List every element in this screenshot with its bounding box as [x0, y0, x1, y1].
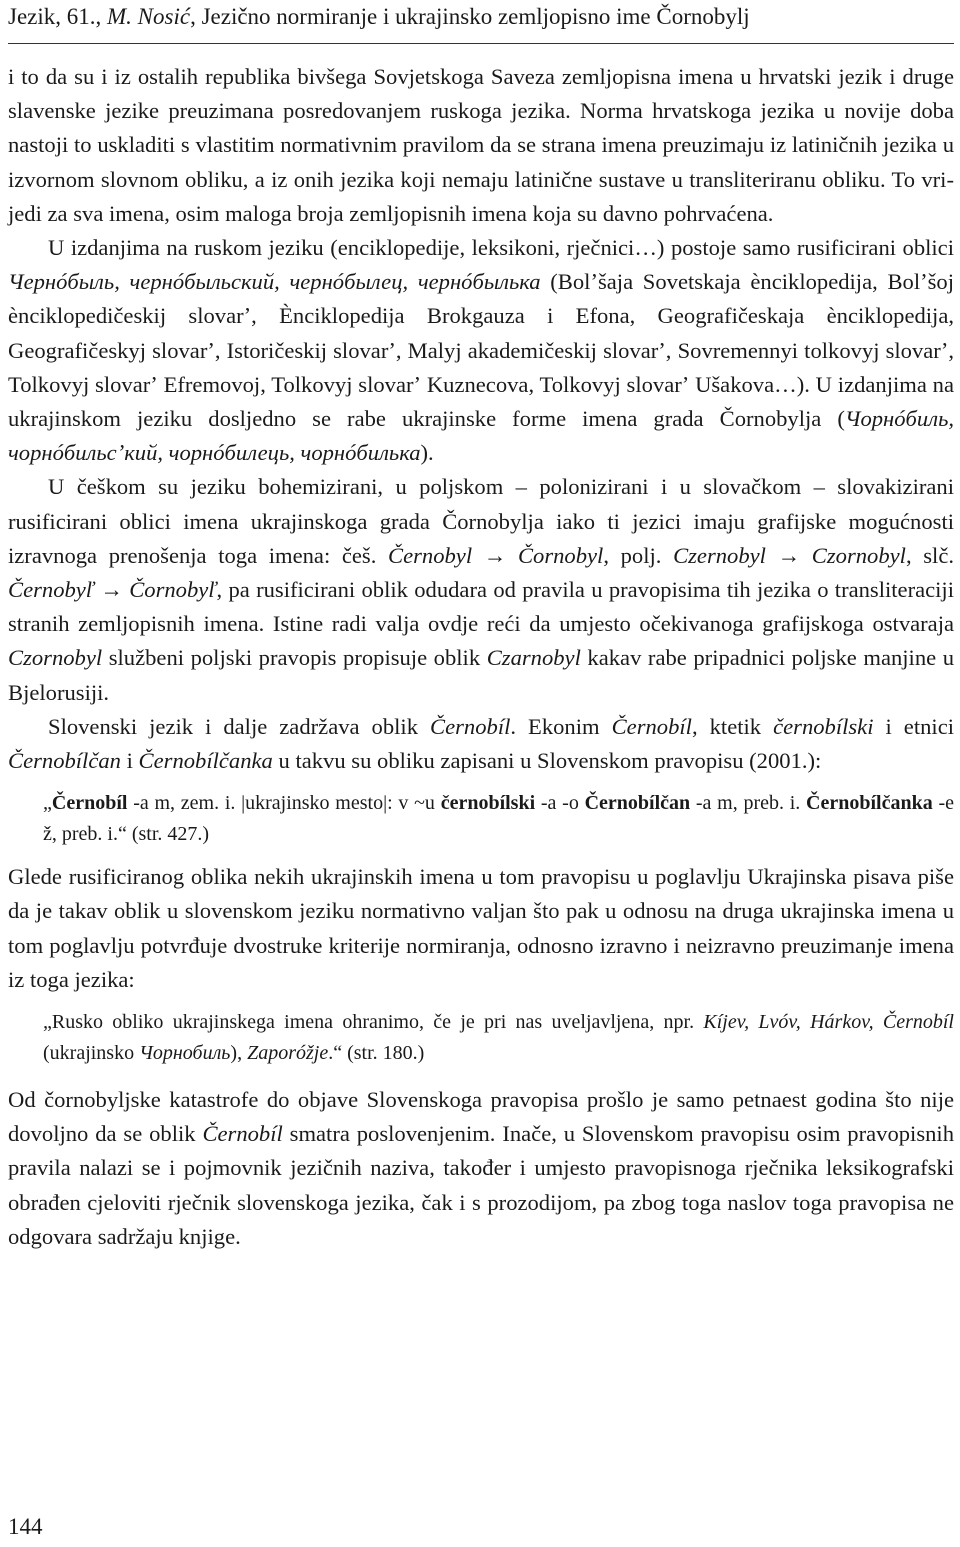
text-run: -a m, preb. i. [690, 792, 807, 815]
italic-run: Černobílčanka [138, 748, 273, 774]
text-run: (ukrajinsko [43, 1042, 140, 1065]
italic-run: Czornobyl [8, 645, 103, 671]
italic-run: černobílski [773, 713, 874, 739]
page-number: 144 [8, 1514, 43, 1539]
text-run: u takvu su obliku zapisani u Slovenskom pravopisu (2001.): [272, 748, 822, 774]
block-quote-1 [43, 788, 954, 850]
text-run: . Ekonim [510, 713, 612, 739]
text-run: , polj. [603, 542, 674, 568]
header-divider [8, 43, 954, 44]
italic-run: Černobíl [611, 713, 692, 739]
italic-run: Чорнобиль [139, 1042, 231, 1065]
running-header [8, 4, 750, 30]
text-run: , ktetik [691, 713, 774, 739]
italic-run: Černobíl [430, 713, 511, 739]
italic-run: Zaporóžje [247, 1042, 329, 1065]
text-run: -a -o [535, 792, 585, 815]
paragraph-5 [8, 860, 954, 997]
text-run: ). [420, 440, 434, 466]
header-prefix: Jezik, 61., [8, 4, 108, 29]
text-run: -a m, zem. i. |ukrajinsko mesto|: v ~u [127, 792, 441, 815]
italic-run: Černobyl → Čornobyl [388, 542, 604, 568]
text-run: , pa rusificirani oblik odudara od pravila u pravopisima tih jezika o transliteraciji stranih zemljopisnih imena. Istine radi valja ovdje reći da umjesto očekivanoga grafijskoga ostvaraja [8, 577, 954, 637]
text-run: „ [43, 792, 52, 815]
paragraph-1-text: i to da su i iz ostalih republika bivšega Sovjetskoga Saveza zemljopisna imena u hrvatski jezik i druge slavenske jezike preuzimana posredovanjem ruskoga jezika. Norma hrvatskoga jezika u novije doba nastoji to uskladiti s vlastitim normativnim pravilom da se strana imena preuzimaju iz latiničnih jezika u izvornom slovnom obliku, a iz onih jezika koji nemaju latinične sustave u transliteriranu obliku. To vrijedi za sva imena, osim maloga broja zemljopisnih imena koja su davno pohrvaćena. [8, 64, 954, 226]
bold-run: černobílski [440, 792, 536, 815]
paragraph-4 [8, 710, 954, 778]
italic-run: Černobíl [202, 1121, 283, 1147]
bold-run: Černobílčan [584, 792, 691, 815]
text-run: .“ (str. 180.) [328, 1042, 425, 1065]
bold-run: Černobílčanka [806, 792, 933, 815]
text-run: U izdanjima na ruskom jeziku (enciklopedije, leksikoni, rječnici…) postoje samo rusificirani oblici [48, 235, 954, 261]
italic-run: Чернóбыль, чернóбыльский, чернóбылец, чернóбылька [8, 269, 541, 295]
block-quote-2 [43, 1007, 954, 1069]
header-title: , Jezično normiranje i ukrajinsko zemljopisno ime Čornobylj [190, 4, 750, 29]
text-run: i etnici [873, 713, 954, 739]
italic-run: Černobyľ → Čornobyľ [8, 577, 217, 603]
text-run: smatra poslovenjenim. Inače, u Slovenskom pravopisu osim pravopisnih pravila nalazi se i pojmovnik jezičnih naziva, također i umjesto pravopisnoga rječnika leksikografski obrađen cjeloviti rječnik slovenskoga jezika, čak i s prozodijom, pa zbog toga naslov toga pravopisa ne odgovara sadržaju knjige. [8, 1121, 954, 1249]
text-run: i [120, 748, 139, 774]
text-run: U češkom su jeziku bohemizirani, u poljskom – polonizirani i u slovačkom – slovakizirani rusificirani oblici imena ukrajinskoga grada Čornobylja iako ti jezici imaju grafijske mogućnosti izravnoga prenošenja toga imena: češ. [8, 474, 954, 568]
italic-run: Kíjev, Lvóv, Hárkov, Černobíl [703, 1011, 954, 1034]
text-run: „Rusko obliko ukrajinskega imena ohranimo, če je pri nas uveljavljena, npr. [43, 1011, 704, 1034]
text-run: Slovenski jezik i dalje zadržava oblik [48, 713, 431, 739]
text-run: službeni poljski pravopis propisuje oblik [102, 645, 487, 671]
bold-run: Černobíl [51, 792, 128, 815]
paragraph-5-text: Glede rusificiranog oblika nekih ukrajinskih imena u tom pravopisu u poglavlju Ukrajinska pisava piše da je takav oblik u slovenskom jeziku normativno valjan što pak u odnosu na druga ukrajinska imena u tom poglavlju potvrđuje dvostruke kriterije normiranja, odnosno izravno i neizravno preuzimanje imena iz toga jezika: [8, 864, 954, 992]
text-run: kakav rabe pripadnici poljske manjine u Bjelorusiji. [8, 645, 955, 705]
italic-run: Černobílčan [8, 748, 121, 774]
body-text [8, 60, 954, 1254]
paragraph-3 [8, 470, 954, 709]
text-run: -e ž, preb. i.“ (str. 427.) [43, 792, 954, 846]
paragraph-6 [8, 1083, 954, 1254]
header-author: M. Nosić [107, 4, 191, 29]
text-run: ), [230, 1042, 248, 1065]
text-run: , slč. [905, 542, 955, 568]
paragraph-2 [8, 231, 954, 470]
text-run: Od čornobyljske katastrofe do objave Slovenskoga pravopisa prošlo je samo petnaest godina što nije dovoljno da se oblik [8, 1087, 954, 1147]
text-run: (Bolʼšaja Sovetskaja ènciklopedija, Bolʼšoj ènciklopedičeskij slovarʼ, Ènciklopedija Brokgauza i Efona, Geografičeskaja ènciklopedija, Geografičeskyj slovarʼ, Istoričeskij slovarʼ, Malyj akademičeskij slovarʼ, Sovremennyi tolkovyj slovarʼ, Tolkovyj slovarʼ Efremovoj, Tolkovyj slovarʼ Kuznecova, Tolkovyj slovarʼ Ušakova…). U izdanjima na ukrajinskom jeziku dosljedno se rabe ukrajinske forme imena grada Čornobylja ( [8, 269, 954, 432]
italic-run: Чорнóбиль, чорнóбильсʼкий, чорнóбилець, чорнóбилька [8, 406, 954, 466]
italic-run: Czarnobyl [486, 645, 581, 671]
paragraph-1 [8, 60, 954, 231]
italic-run: Czernobyl → Czornobyl [673, 542, 906, 568]
